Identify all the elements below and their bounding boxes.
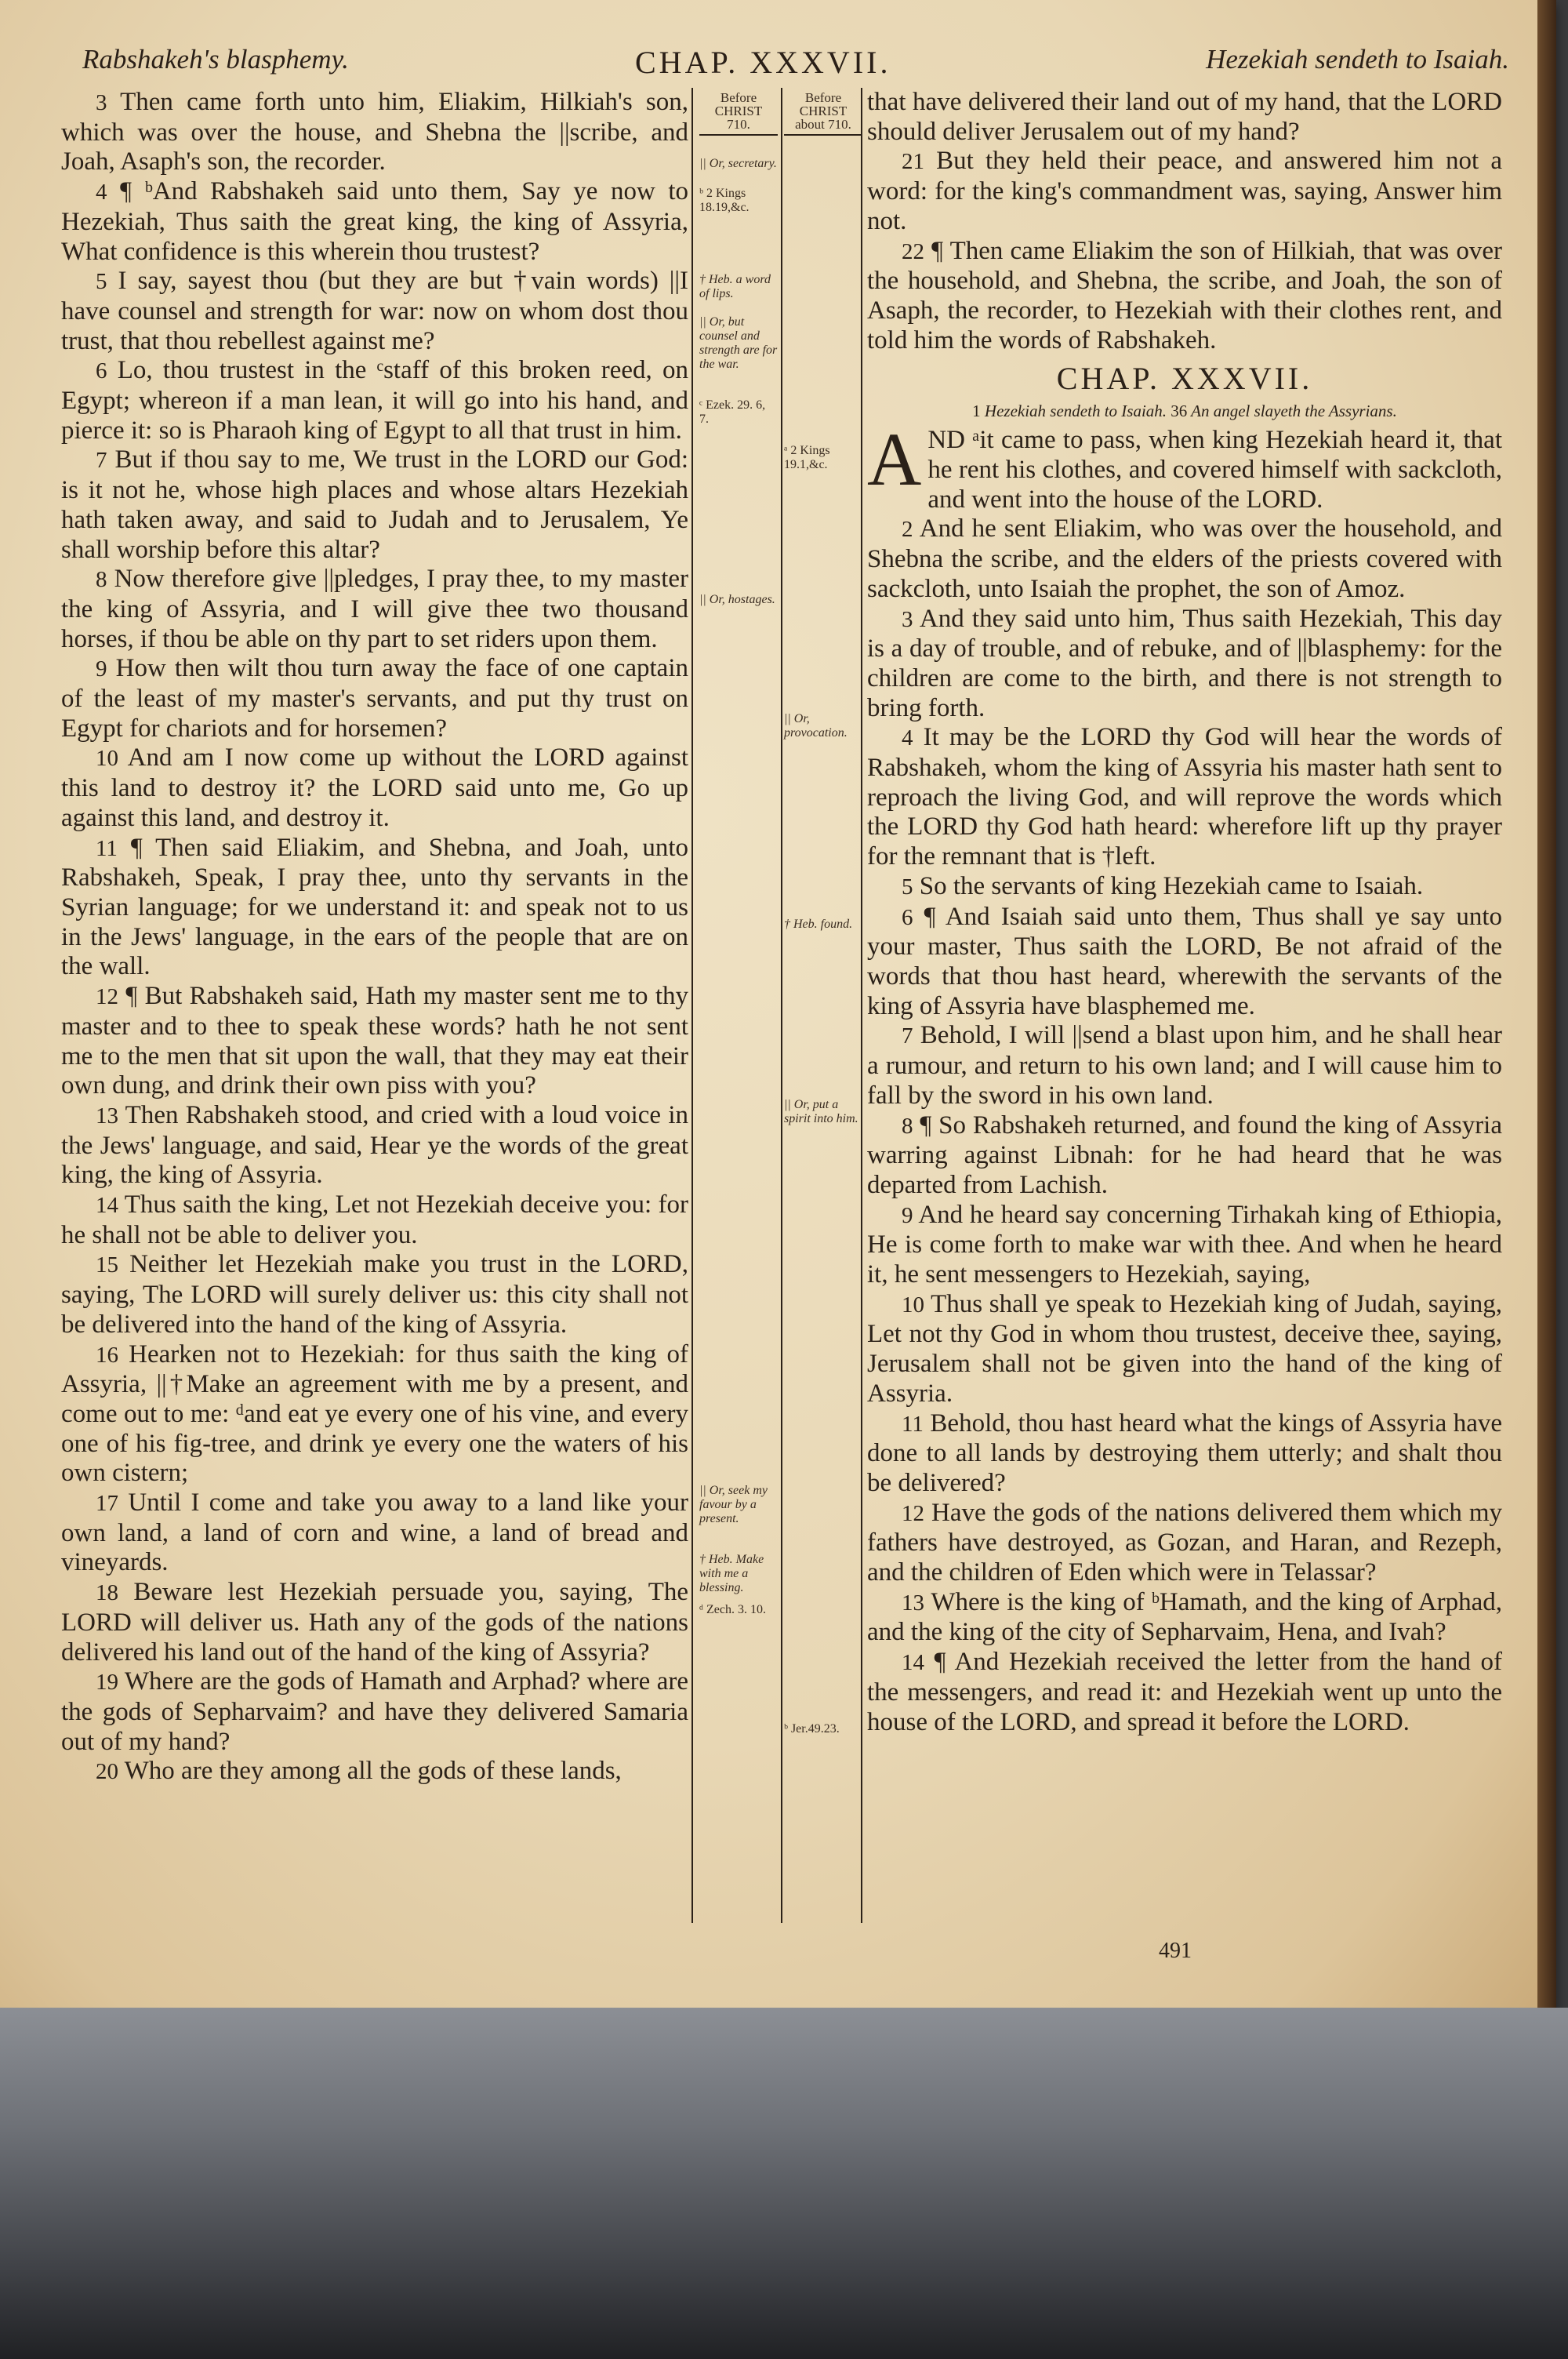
verse: 11 Behold, thou hast heard what the kings of Assyria have done to all lands by destroying them utterly; and shalt thou be delivered? [867, 1408, 1502, 1497]
left-text-column [61, 88, 688, 1787]
marginal-notes-right [784, 90, 862, 1736]
running-head-left: Rabshakeh's blasphemy. [82, 44, 349, 75]
verse: 16 Hearken not to Hezekiah: for thus saith the king of Assyria, ||†Make an agreement with me by a present, and come out to me: ᵈand eat ye every one of his vine, and every one of his fig-tree, and drink ye every one the waters of his own cistern; [61, 1339, 688, 1488]
marginal-note: || Or, provocation. [784, 712, 848, 740]
verse: 5 I say, sayest thou (but they are but †vain words) ||I have counsel and strength for war: now on whom dost thou trust, that thou rebellest against me? [61, 267, 689, 355]
verse: 14 Thus saith the king, Let not Hezekiah deceive you: for he shall not be able to deliver you. [61, 1190, 688, 1249]
verse: 4 ¶ ᵇAnd Rabshakeh said unto them, Say ye now to Hezekiah, Thus saith the great king, the king of Assyria, What confidence is this wherein thou trustest? [61, 177, 688, 266]
verse: 11 ¶ Then said Eliakim, and Shebna, and Joah, unto Rabshakeh, Speak, I pray thee, unto thy servants in the Syrian language; for we understand it: and speak not to us in the Jews' language, in the ears of the people that are on the wall. [61, 833, 689, 981]
column-rule [691, 88, 693, 1923]
verse: 9 How then wilt thou turn away the face of one captain of the least of my master's servants, and put thy trust on Egypt for chariots and for horsemen? [61, 654, 689, 743]
verse: 8 Now therefore give ||pledges, I pray thee, to my master the king of Assyria, and I will give thee two thousand horses, if thou be able on thy part to set riders upon them. [61, 565, 689, 653]
verse: 7 But if thou say to me, We trust in the LORD our God: is it not he, whose high places and whose altars Hezekiah hath taken away, and said to Judah and to Jerusalem, Ye shall worship before this altar? [61, 445, 688, 564]
verse-continuation: that have delivered their land out of my hand, that the LORD should deliver Jerusalem out of my hand? [867, 88, 1502, 146]
running-head-right: Hezekiah sendeth to Isaiah. [1206, 44, 1509, 75]
column-rule [781, 88, 782, 1923]
marginal-note: || Or, but counsel and strength are for the war. [699, 315, 778, 371]
verse: 6 Lo, thou trustest in the ᶜstaff of this broken reed, on Egypt; whereon if a man lean, it will go into his hand, and pierce it: so is Pharaoh king of Egypt to all that trust in him. [61, 356, 689, 445]
verse: 10 Thus shall ye speak to Hezekiah king of Judah, saying, Let not thy God in whom thou trustest, deceive thee, saying, Jerusalem shall not be given into the hand of the king of Assyria. [867, 1289, 1503, 1408]
marginal-note: † Heb. found. [784, 918, 853, 931]
verse: 13 Then Rabshakeh stood, and cried with a loud voice in the Jews' language, and said, Hear ye the words of the great king, the king of Assyria. [61, 1100, 688, 1190]
book-spine [1537, 0, 1556, 2012]
verse: 6 ¶ And Isaiah said unto them, Thus shall ye say unto your master, Thus saith the LORD, Be not afraid of the words that thou hast heard, wherewith the servants of the king of Assyria have blasphemed me. [867, 902, 1502, 1020]
table-surface [0, 2008, 1568, 2359]
verse: 4 It may be the LORD thy God will hear the words of Rabshakeh, whom the king of Assyria his master hath sent to reproach the living God, and will reprove the words which the LORD thy God hath heard: wherefore lift up thy prayer for the remnant that is †left. [867, 723, 1502, 871]
marginal-note: † Heb. Make with me a blessing. [699, 1553, 764, 1594]
marginal-note: ᶜ Ezek. 29. 6, 7. [699, 398, 766, 426]
marginal-note: † Heb. a word of lips. [699, 273, 771, 300]
verse: 14 ¶ And Hezekiah received the letter from the hand of the messengers, and read it: and Hezekiah went up unto the house of the LORD, and spread it before the LORD. [867, 1648, 1503, 1736]
marginal-notes-left [699, 90, 778, 1616]
running-head-chapter: CHAP. XXXVII. [635, 45, 891, 80]
verse: 5 So the servants of king Hezekiah came to Isaiah. [902, 871, 1424, 900]
marginal-note: ᵈ Zech. 3. 10. [699, 1603, 766, 1616]
right-text-column [867, 88, 1502, 1737]
verse: 2 And he sent Eliakim, who was over the household, and Shebna the scribe, and the elders of the priests covered with sackcloth, unto Isaiah the prophet, the son of Amoz. [867, 514, 1502, 603]
verse: 17 Until I come and take you away to a land like your own land, a land of corn and wine, a land of bread and vineyards. [61, 1488, 688, 1577]
verse-first: AND ᵃit came to pass, when king Hezekiah heard it, that he rent his clothes, and covered himself with sackcloth, and went into the house of the LORD. [867, 417, 1502, 514]
chapter-heading: CHAP. XXXVII. [1056, 361, 1313, 397]
verse: 7 Behold, I will ||send a blast upon him, and he shall hear a rumour, and return to his own land; and I will cause him to fall by the sword in his own land. [867, 1021, 1503, 1110]
marginal-note: ᵇ 2 Kings 18.19,&c. [699, 187, 750, 214]
verse: 22 ¶ Then came Eliakim the son of Hilkiah, that was over the household, and Shebna, the scribe, and Joah, the son of Asaph, the recorder, to Hezekiah with their clothes rent, and told him the words of Rabshakeh. [867, 236, 1503, 354]
verse: 3 Then came forth unto him, Eliakim, Hilkiah's son, which was over the house, and Shebna the ||scribe, and Joah, Asaph's son, the recorder. [61, 88, 688, 176]
verse: 8 ¶ So Rabshakeh returned, and found the king of Assyria warring against Libnah: for he had heard that he was departed from Lachish. [867, 1110, 1502, 1199]
verse: 19 Where are the gods of Hamath and Arphad? where are the gods of Sepharvaim? and have they delivered Samaria out of my hand? [61, 1667, 689, 1756]
verse: 15 Neither let Hezekiah make you trust in the LORD, saying, The LORD will surely deliver us: this city shall not be delivered into the hand of the king of Assyria. [61, 1250, 688, 1339]
page-number: 491 [1159, 1939, 1192, 1963]
marginal-note: || Or, put a spirit into him. [784, 1098, 858, 1125]
before-christ-box: Before CHRIST 710. [699, 91, 778, 136]
before-christ-box: Before CHRIST about 710. [784, 91, 862, 136]
chapter-summary: 1 Hezekiah sendeth to Isaiah. 36 An angel slayeth the Assyrians. [972, 402, 1397, 421]
verse: 3 And they said unto him, Thus saith Hezekiah, This day is a day of trouble, and of rebuke, and of ||blasphemy: for the children are come to the birth, and there is not strength to bring forth. [867, 604, 1502, 722]
verse: 9 And he heard say concerning Tirhakah king of Ethiopia, He is come forth to make war with thee. And when he heard it, he sent messengers to Hezekiah, saying, [867, 1200, 1503, 1289]
verse: 12 ¶ But Rabshakeh said, Hath my master sent me to thy master and to thee to speak these words? hath he not sent me to the men that sit upon the wall, that they may eat their own dung, and drink their own piss with you? [61, 982, 689, 1100]
marginal-note: || Or, secretary. [699, 157, 777, 170]
verse: 12 Have the gods of the nations delivered them which my fathers have destroyed, as Gozan, and Haran, and Rezeph, and the children of Eden which were in Telassar? [867, 1498, 1503, 1587]
marginal-note: ᵃ 2 Kings 19.1,&c. [784, 444, 830, 471]
verse: 20 Who are they among all the gods of these lands, [96, 1757, 622, 1786]
verse: 21 But they held their peace, and answered him not a word: for the king's commandment was, saying, Answer him not. [867, 147, 1503, 235]
marginal-note: || Or, hostages. [699, 593, 775, 606]
marginal-note: ᵇ Jer.49.23. [784, 1722, 840, 1736]
marginal-note: || Or, seek my favour by a present. [699, 1484, 768, 1525]
verse: 13 Where is the king of ᵇHamath, and the king of Arphad, and the king of the city of Sepharvaim, Hena, and Ivah? [867, 1587, 1503, 1647]
verse: 10 And am I now come up without the LORD against this land to destroy it? the LORD said unto me, Go up against this land, and destroy it. [61, 743, 688, 832]
verse: 18 Beware lest Hezekiah persuade you, saying, The LORD will deliver us. Hath any of the gods of the nations delivered his land out of the hand of the king of Assyria? [61, 1578, 689, 1667]
drop-cap: A [867, 417, 922, 502]
column-rule [861, 88, 862, 1923]
